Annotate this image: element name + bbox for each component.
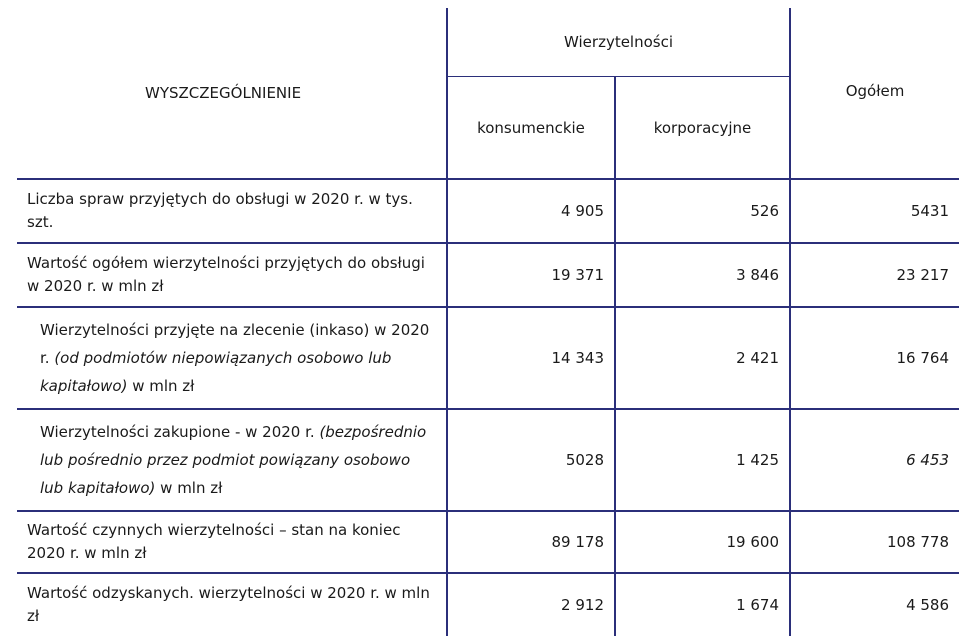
row-label: [17, 307, 447, 409]
cell-corporate: 526: [615, 179, 790, 243]
row-label: Wartość ogółem wierzytelności przyjętych do obsługi w 2020 r. w mln zł: [17, 243, 447, 307]
cell-consumer: 5028: [447, 409, 615, 511]
cell-consumer: 14 343: [447, 307, 615, 409]
table-row: [17, 409, 959, 511]
cell-total: 108 778: [790, 511, 959, 573]
cell-corporate: 19 600: [615, 511, 790, 573]
row-label: [17, 409, 447, 511]
table-row: [17, 307, 959, 409]
cell-total: 6 453: [790, 409, 959, 511]
cell-total: 23 217: [790, 243, 959, 307]
row-label-text: Wierzytelności przyjęte na zlecenie (inkaso) w 2020 r.: [40, 321, 430, 367]
header-consumer: konsumenckie: [447, 77, 615, 180]
header-row-label: WYSZCZEGÓLNIENIE: [17, 8, 447, 179]
header-total: Ogółem: [790, 8, 959, 179]
row-label: Wartość czynnych wierzytelności – stan na koniec 2020 r. w mln zł: [17, 511, 447, 573]
cell-corporate: 1 425: [615, 409, 790, 511]
cell-consumer: 89 178: [447, 511, 615, 573]
row-label-unit: w mln zł: [127, 377, 195, 395]
cell-corporate: 3 846: [615, 243, 790, 307]
table-row: [17, 179, 959, 243]
table-row: [17, 573, 959, 636]
header-group-label: Wierzytelności: [447, 8, 790, 77]
table-row: [17, 511, 959, 573]
row-label-note: (od podmiotów niepowiązanych osobowo lub kapitałowo): [40, 349, 392, 395]
row-label: Wartość odzyskanych. wierzytelności w 2020 r. w mln zł: [27, 584, 430, 625]
cell-total: 4 586: [790, 573, 959, 636]
cell-consumer: 2 912: [447, 573, 615, 636]
row-label-text: Wierzytelności zakupione - w 2020 r.: [40, 423, 320, 441]
cell-consumer: 4 905: [447, 179, 615, 243]
data-table: [17, 8, 959, 636]
row-label-unit: w mln zł: [155, 479, 223, 497]
cell-total: 16 764: [790, 307, 959, 409]
table-row: [17, 243, 959, 307]
row-label-note: (bezpośrednio lub pośrednio przez podmiot powiązany osobowo lub kapitałowo): [40, 423, 427, 497]
header-corporate: korporacyjne: [615, 77, 790, 180]
cell-consumer: 19 371: [447, 243, 615, 307]
cell-corporate: 2 421: [615, 307, 790, 409]
row-label: Liczba spraw przyjętych do obsługi w 2020 r. w tys. szt.: [17, 179, 447, 243]
cell-corporate: 1 674: [615, 573, 790, 636]
cell-total: 5431: [790, 179, 959, 243]
